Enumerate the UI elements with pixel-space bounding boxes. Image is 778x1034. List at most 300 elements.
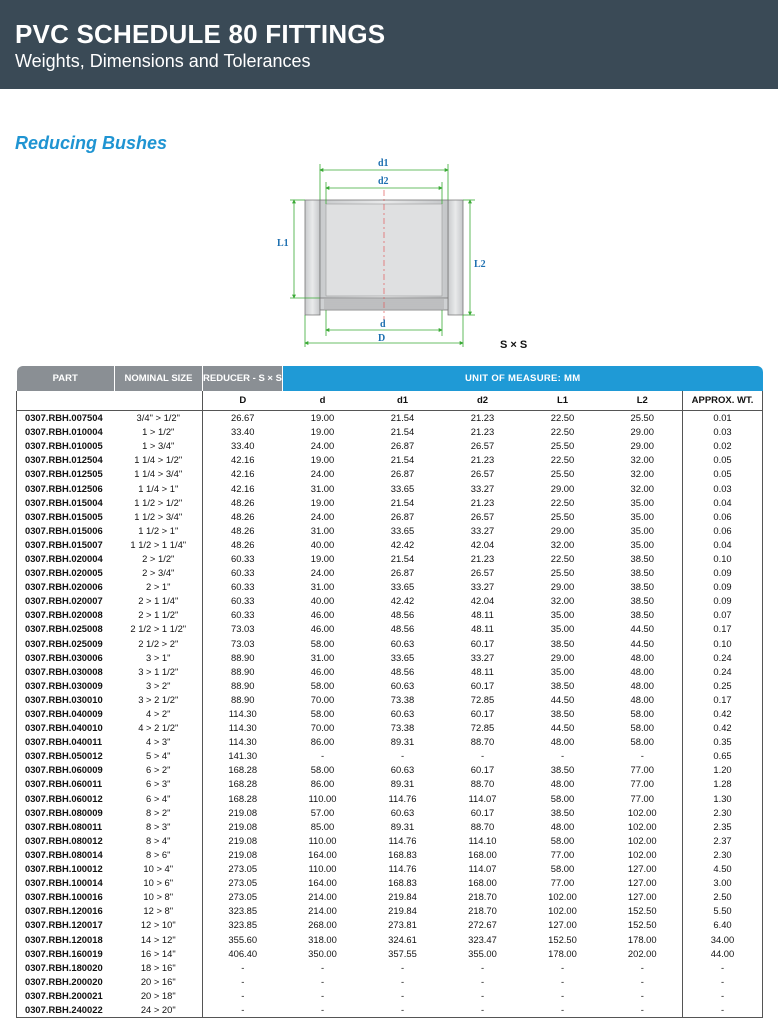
value-cell: 202.00 [627,947,657,959]
value-cell: 77.00 [630,764,654,776]
part-number-cell: 0307.RBH.025009 [17,637,115,651]
value-cell: 21.54 [390,552,415,564]
value-cell: 77.00 [550,877,575,889]
value-cell: 48.56 [390,609,415,621]
value-cell: 48.11 [471,623,494,635]
value-cell: 38.50 [630,595,654,607]
part-number-cell: 0307.RBH.012504 [17,453,115,467]
value-cell: 46.00 [310,609,335,621]
value-cell: 19.00 [310,454,335,466]
value-cell: 60.33 [203,566,283,580]
value-cell: 33.40 [203,425,283,439]
part-number-cell: 0307.RBH.120016 [17,904,115,918]
value-cell: 73.03 [203,622,283,636]
part-number-cell: 0307.RBH.020005 [17,566,115,580]
value-cell: 32.00 [630,454,654,466]
value-cell: 60.17 [470,764,495,776]
value-cell: - [480,961,485,973]
value-cell: - [400,989,405,1001]
part-number-cell: 0307.RBH.015006 [17,524,115,538]
value-cell: 219.84 [388,905,417,917]
value-cell: 73.38 [390,722,415,734]
value-cell: 31.00 [310,482,335,494]
page-header [0,0,778,89]
value-cell: 272.67 [468,919,497,931]
value-cell: 102.00 [627,848,657,860]
value-cell: 218.70 [468,891,497,903]
nominal-size-cell: 8 > 4" [146,834,171,846]
value-cell: - [523,1003,603,1018]
part-number-cell: 0307.RBH.040009 [17,707,115,721]
value-cell: 88.90 [203,693,283,707]
nominal-size-cell: 1 1/4 > 1" [138,482,179,494]
table-row [17,932,763,946]
value-cell: 0.09 [683,594,763,608]
nominal-size-cell: 4 > 2" [146,708,171,720]
table-row [17,961,763,975]
value-cell: - [203,1003,283,1018]
value-cell: 73.38 [390,693,415,705]
value-cell: 114.07 [468,792,497,804]
value-cell: 0.35 [683,735,763,749]
value-cell: 21.23 [470,426,495,438]
value-cell: 48.26 [203,510,283,524]
value-cell: 0.24 [683,665,763,679]
dimensions-table [16,366,763,1018]
value-cell: 42.42 [390,595,415,607]
value-cell: 127.00 [627,863,657,875]
value-cell: 26.57 [470,468,495,480]
value-cell: 114.30 [203,707,283,721]
part-number-cell: 0307.RBH.015004 [17,496,115,510]
nominal-size-cell: 8 > 6" [146,848,171,860]
value-cell: 38.50 [550,679,575,691]
table-row [17,735,763,749]
nominal-size-cell: 2 > 1 1/4" [138,595,179,607]
nominal-size-cell: 4 > 2 1/2" [138,722,179,734]
value-cell: 178.00 [627,933,657,945]
value-cell: 0.42 [683,721,763,735]
dimensions-table-wrap [16,366,762,1018]
table-row [17,439,763,453]
value-cell: - [480,989,485,1001]
value-cell: 114.76 [388,863,417,875]
value-cell: 31.00 [310,581,335,593]
value-cell: 44.50 [630,623,654,635]
value-cell: 114.10 [468,834,497,846]
value-cell: 40.00 [310,595,335,607]
value-cell: - [400,750,405,762]
column-header: d [283,391,363,411]
part-number-cell: 0307.RBH.060011 [17,777,115,791]
value-cell: - [603,1003,683,1018]
value-cell: 89.31 [390,736,415,748]
part-number-cell: 0307.RBH.040011 [17,735,115,749]
nominal-size-cell: 12 > 8" [143,905,174,917]
value-cell: 42.04 [470,538,495,550]
value-cell: 77.00 [550,848,575,860]
nominal-size-cell: 1 1/4 > 3/4" [134,468,183,480]
value-cell: 48.11 [471,665,494,677]
nominal-size-cell: 24 > 20" [115,1003,203,1018]
table-row [17,580,763,594]
value-cell: 168.83 [388,848,417,860]
value-cell: 35.00 [630,538,654,550]
part-number-cell: 0307.RBH.015005 [17,510,115,524]
value-cell: 29.00 [550,482,575,494]
value-cell: - [560,961,565,973]
dim-label-l2: L2 [474,259,486,270]
value-cell: 57.00 [310,806,335,818]
value-cell: 0.02 [683,439,763,453]
value-cell: 88.90 [203,665,283,679]
table-row [17,566,763,580]
value-cell: 44.50 [550,693,575,705]
table-row [17,608,763,622]
part-number-cell: 0307.RBH.100012 [17,862,115,876]
value-cell: 273.05 [203,890,283,904]
value-cell: 60.17 [470,708,495,720]
table-row [17,947,763,961]
value-cell: 22.50 [550,496,575,508]
value-cell: 58.00 [550,863,575,875]
value-cell: 58.00 [310,708,335,720]
value-cell: - [320,989,325,1001]
part-number-cell: 0307.RBH.240022 [17,1003,115,1018]
value-cell: 38.50 [550,637,575,649]
value-cell: 35.00 [630,496,654,508]
table-row [17,693,763,707]
value-cell: 22.50 [550,412,575,424]
value-cell: 88.70 [470,778,495,790]
nominal-size-cell: 14 > 12" [140,933,176,945]
value-cell: 72.85 [470,722,495,734]
value-cell: 219.08 [203,806,283,820]
value-cell: 32.00 [630,468,654,480]
value-cell: - [640,961,644,973]
value-cell: 152.50 [548,933,577,945]
value-cell: 114.76 [388,792,417,804]
value-cell: - [203,961,283,975]
table-row [17,862,763,876]
value-cell: 58.00 [550,792,575,804]
value-cell: 273.05 [203,876,283,890]
section-title: Reducing Bushes [15,133,168,153]
value-cell: 141.30 [203,749,283,763]
value-cell: 0.09 [683,566,763,580]
value-cell: 70.00 [310,693,335,705]
value-cell: 24.00 [310,440,335,452]
value-cell: 24.00 [310,567,335,579]
value-cell: 35.00 [550,665,575,677]
value-cell: 323.85 [203,918,283,932]
nominal-size-cell: 3 > 2" [146,679,171,691]
value-cell: 21.23 [470,412,495,424]
part-number-cell: 0307.RBH.050012 [17,749,115,763]
nominal-size-cell: 1 1/2 > 3/4" [134,510,183,522]
value-cell: 102.00 [548,905,577,917]
value-cell: 31.00 [310,524,335,536]
value-cell: 88.70 [470,736,495,748]
value-cell: 0.17 [683,693,763,707]
part-number-cell: 0307.RBH.025008 [17,622,115,636]
value-cell: - [480,750,485,762]
value-cell: 1.20 [683,763,763,777]
part-number-cell: 0307.RBH.020008 [17,608,115,622]
value-cell: 25.50 [630,412,654,424]
value-cell: 33.40 [203,439,283,453]
part-number-cell: 0307.RBH.010005 [17,439,115,453]
value-cell: - [363,1003,443,1018]
value-cell: 110.00 [308,792,337,804]
value-cell: - [203,975,283,989]
value-cell: 0.09 [683,580,763,594]
value-cell: 152.50 [627,905,657,917]
column-header: APPROX. WT. [683,391,763,411]
part-number-cell: 0307.RBH.030006 [17,651,115,665]
value-cell: 42.16 [203,453,283,467]
table-row [17,510,763,524]
value-cell: 350.00 [308,947,337,959]
dim-label-l1: L1 [277,238,289,249]
header-reducer: REDUCER - S × S [203,366,283,391]
value-cell: 38.50 [550,806,575,818]
part-number-cell: 0307.RBH.200020 [17,975,115,989]
value-cell: - [560,975,565,987]
value-cell: 48.26 [203,524,283,538]
value-cell: 48.26 [203,538,283,552]
value-cell: 178.00 [548,947,577,959]
value-cell: 46.00 [310,623,335,635]
value-cell: 19.00 [310,426,335,438]
value-cell: 152.50 [627,919,657,931]
nominal-size-cell: 1 1/2 > 1 1/4" [130,538,187,550]
value-cell: 2.30 [683,806,763,820]
value-cell: 323.47 [468,933,497,945]
value-cell: 33.65 [390,482,415,494]
value-cell: 0.24 [683,651,763,665]
value-cell: 58.00 [310,679,335,691]
value-cell: 219.08 [203,820,283,834]
part-number-cell: 0307.RBH.160019 [17,947,115,961]
value-cell: 48.00 [630,651,654,663]
value-cell: 48.56 [390,665,415,677]
value-cell: 29.00 [630,440,654,452]
value-cell: 44.00 [683,947,763,961]
value-cell: 19.00 [310,496,335,508]
value-cell: 25.50 [550,468,575,480]
table-row [17,453,763,467]
table-row [17,707,763,721]
nominal-size-cell: 16 > 14" [140,947,176,959]
value-cell: 60.17 [470,637,495,649]
value-cell: 48.00 [630,693,654,705]
nominal-size-cell: 2 > 3/4" [142,567,175,579]
value-cell: 58.00 [630,708,654,720]
value-cell: 0.05 [683,453,763,467]
value-cell: - [560,989,565,1001]
value-cell: 0.06 [683,524,763,538]
table-row [17,637,763,651]
dim-label-d: d [380,319,386,330]
value-cell: 48.26 [203,496,283,510]
table-row [17,425,763,439]
part-number-cell: 0307.RBH.200021 [17,989,115,1003]
column-header: L2 [603,391,683,411]
table-row [17,679,763,693]
value-cell: 168.28 [203,777,283,791]
nominal-size-cell: 6 > 4" [146,792,171,804]
value-cell: 0.17 [683,622,763,636]
part-number-cell: 0307.RBH.020007 [17,594,115,608]
nominal-size-cell: 1 > 3/4" [142,440,175,452]
value-cell: - [320,750,325,762]
value-cell: 42.42 [390,538,415,550]
value-cell: 218.70 [468,905,497,917]
value-cell: 24.00 [310,510,335,522]
nominal-size-cell: 6 > 3" [146,778,171,790]
value-cell: 102.00 [627,820,657,832]
value-cell: 89.31 [390,820,415,832]
nominal-size-cell: 1 > 1/2" [142,426,175,438]
nominal-size-cell: 8 > 2" [146,806,171,818]
nominal-size-cell: 10 > 6" [143,877,174,889]
value-cell: 2.37 [683,834,763,848]
nominal-size-cell: 10 > 4" [143,863,174,875]
value-cell: 273.05 [203,862,283,876]
value-cell: 4.50 [683,862,763,876]
column-header: d2 [443,391,523,411]
column-header [17,391,115,411]
part-number-cell: 0307.RBH.100014 [17,876,115,890]
part-number-cell: 0307.RBH.100016 [17,890,115,904]
value-cell: 58.00 [630,722,654,734]
value-cell: 21.54 [390,454,415,466]
value-cell: 48.00 [550,778,575,790]
table-row [17,651,763,665]
nominal-size-cell: 3 > 2 1/2" [138,693,179,705]
page-title: PVC SCHEDULE 80 FITTINGS [15,19,386,49]
value-cell: 268.00 [308,919,337,931]
value-cell: 38.50 [630,552,654,564]
table-row [17,594,763,608]
column-header: D [203,391,283,411]
value-cell: 86.00 [310,778,335,790]
nominal-size-cell: 5 > 4" [146,750,171,762]
value-cell: 22.50 [550,454,575,466]
value-cell: 33.27 [470,651,495,663]
value-cell: 357.55 [388,947,417,959]
nominal-size-cell: 2 > 1 1/2" [138,609,179,621]
value-cell: 25.50 [550,440,575,452]
value-cell: 29.00 [550,651,575,663]
value-cell: 102.00 [548,891,577,903]
value-cell: 26.57 [470,440,495,452]
value-cell: 6.40 [683,918,763,932]
nominal-size-cell: 18 > 16" [140,961,176,973]
bush-outer-body-right [448,200,463,315]
part-number-cell: 0307.RBH.012505 [17,467,115,481]
nominal-size-cell: 3 > 1" [146,651,171,663]
table-row [17,890,763,904]
value-cell: 102.00 [627,834,657,846]
table-row [17,481,763,495]
table-row [17,904,763,918]
value-cell: 24.00 [310,468,335,480]
part-number-cell: 0307.RBH.020006 [17,580,115,594]
value-cell: 1.30 [683,792,763,806]
value-cell: 168.83 [388,877,417,889]
value-cell: 88.90 [203,679,283,693]
value-cell: 214.00 [308,905,337,917]
value-cell: - [683,975,763,989]
value-cell: 19.00 [310,412,335,424]
value-cell: 3.00 [683,876,763,890]
value-cell: 0.03 [683,425,763,439]
value-cell: 88.90 [203,651,283,665]
value-cell: 38.50 [630,609,654,621]
value-cell: 29.00 [630,426,654,438]
value-cell: - [683,989,763,1003]
value-cell: - [203,989,283,1003]
value-cell: 42.16 [203,467,283,481]
column-header [115,391,203,411]
value-cell: 355.00 [468,947,497,959]
value-cell: 0.05 [683,467,763,481]
value-cell: 33.65 [390,651,415,663]
value-cell: 21.54 [390,426,415,438]
value-cell: 48.00 [550,736,575,748]
value-cell: 32.00 [550,595,575,607]
value-cell: 38.50 [550,764,575,776]
part-number-cell: 0307.RBH.030008 [17,665,115,679]
value-cell: 26.57 [470,510,495,522]
value-cell: 26.67 [203,411,283,426]
value-cell: 127.00 [548,919,577,931]
nominal-size-cell: 2 1/2 > 1 1/2" [130,623,187,635]
table-row [17,622,763,636]
value-cell: 0.06 [683,510,763,524]
value-cell: 102.00 [627,806,657,818]
value-cell: 32.00 [550,538,575,550]
value-cell: - [443,1003,523,1018]
part-number-cell: 0307.RBH.010004 [17,425,115,439]
value-cell: 21.23 [470,496,495,508]
nominal-size-cell: 1 1/2 > 1/2" [134,496,183,508]
part-number-cell: 0307.RBH.015007 [17,538,115,552]
value-cell: 0.42 [683,707,763,721]
value-cell: 1.28 [683,777,763,791]
value-cell: 72.85 [470,693,495,705]
table-body [17,411,763,1018]
value-cell: - [560,750,565,762]
value-cell: 168.28 [203,763,283,777]
nominal-size-cell: 6 > 2" [146,764,171,776]
value-cell: 168.28 [203,792,283,806]
part-number-cell: 0307.RBH.030010 [17,693,115,707]
value-cell: - [640,989,644,1001]
value-cell: 88.70 [470,820,495,832]
value-cell: 19.00 [310,552,335,564]
table-row [17,496,763,510]
table-row [17,665,763,679]
value-cell: 48.00 [550,820,575,832]
value-cell: 42.04 [470,595,495,607]
value-cell: 60.63 [390,637,415,649]
value-cell: 127.00 [627,891,657,903]
table-row [17,806,763,820]
value-cell: 60.33 [203,580,283,594]
